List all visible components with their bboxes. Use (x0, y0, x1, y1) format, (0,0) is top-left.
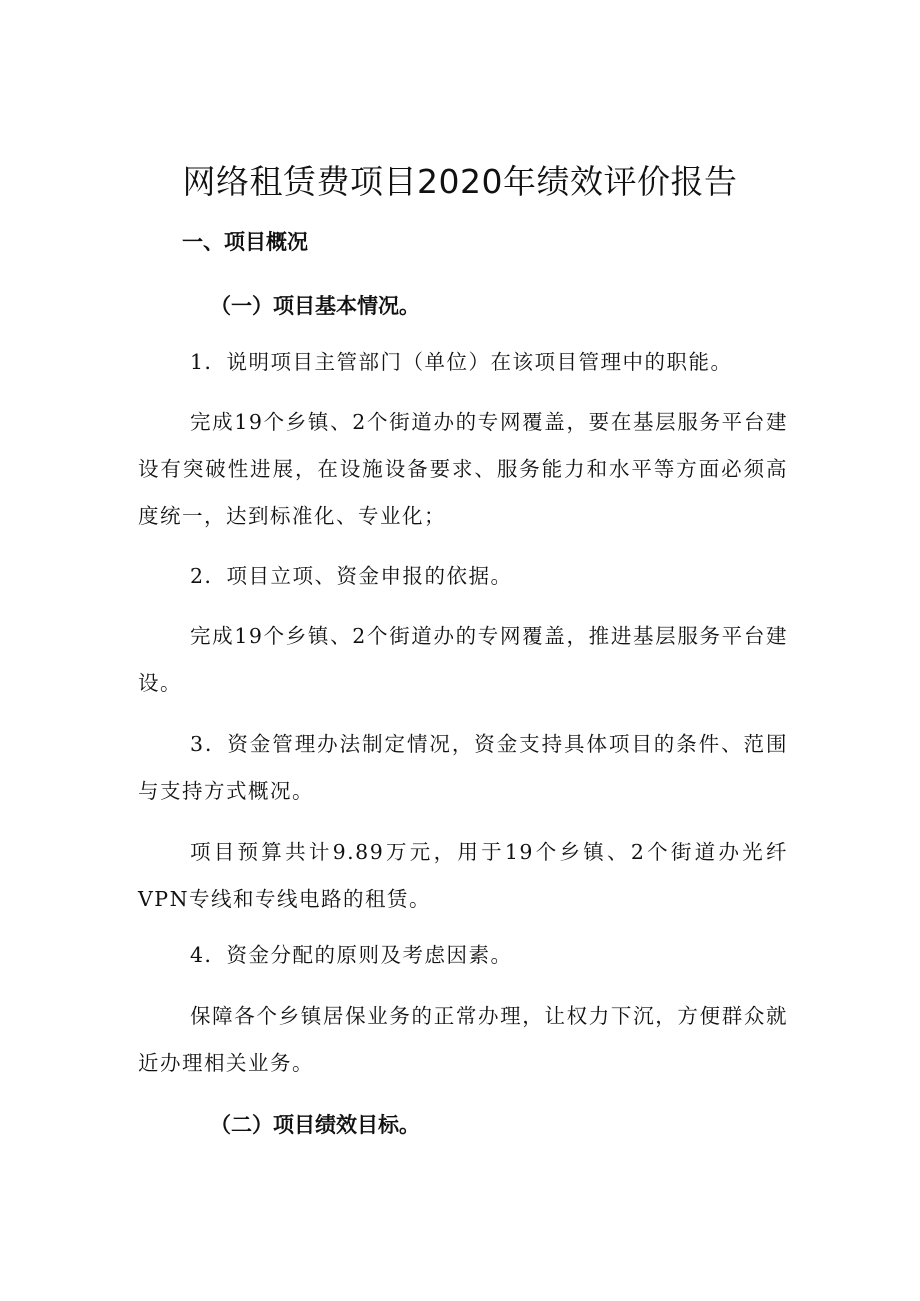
section-heading-project-overview: 一、项目概况 (182, 230, 308, 254)
item-body-4: 保障各个乡镇居保业务的正常办理，让权力下沉，方便群众就近办理相关业务。 (138, 1004, 788, 1075)
document-title: 网络租赁费项目2020年绩效评价报告 (182, 162, 738, 201)
item-heading-2: 2．项目立项、资金申报的依据。 (190, 564, 513, 588)
item-heading-1: 1．说明项目主管部门（单位）在该项目管理中的职能。 (190, 350, 733, 374)
item-heading-4: 4．资金分配的原则及考虑因素。 (190, 943, 513, 967)
subsection-heading-basic-info: （一）项目基本情况。 (210, 294, 420, 318)
item-body-3: 项目预算共计9.89万元，用于19个乡镇、2个街道办光纤VPN专线和专线电路的租赁。 (138, 840, 788, 911)
item-heading-3: 3．资金管理办法制定情况，资金支持具体项目的条件、范围与支持方式概况。 (138, 732, 788, 803)
item-body-1: 完成19个乡镇、2个街道办的专网覆盖，要在基层服务平台建设有突破性进展，在设施设备要求、服务能力和水平等方面必须高度统一，达到标准化、专业化； (138, 410, 788, 528)
item-body-2: 完成19个乡镇、2个街道办的专网覆盖，推进基层服务平台建设。 (138, 624, 788, 695)
subsection-heading-performance-goals: （二）项目绩效目标。 (210, 1113, 420, 1137)
